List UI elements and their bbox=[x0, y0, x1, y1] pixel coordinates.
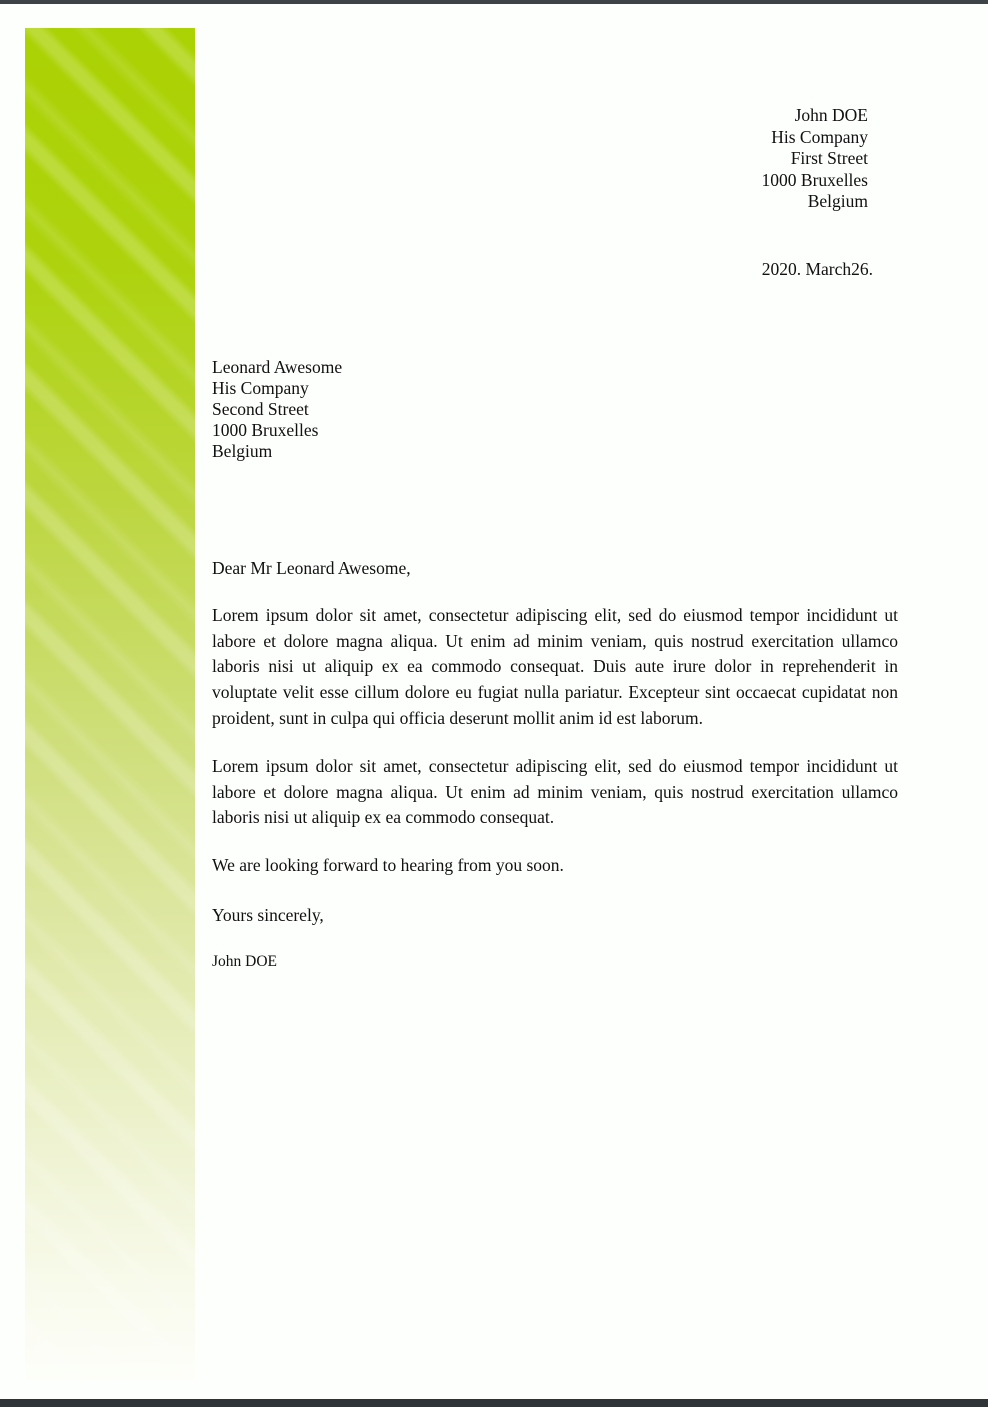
recipient-city: 1000 Bruxelles bbox=[212, 420, 319, 440]
sender-street: First Street bbox=[790, 148, 868, 168]
sender-address bbox=[212, 105, 868, 213]
sender-company: His Company bbox=[771, 126, 868, 147]
recipient-country: Belgium bbox=[212, 441, 273, 461]
green-gradient-accent-bar bbox=[25, 28, 195, 1380]
sender-name: John DOE bbox=[794, 105, 868, 125]
valediction: Yours sincerely, bbox=[212, 905, 324, 925]
salutation: Dear Mr Leonard Awesome, bbox=[212, 558, 411, 578]
body-paragraph-1: Lorem ipsum dolor sit amet, consectetur adipiscing elit, sed do eiusmod tempor incididunt ut labore et dolore magna aliqua. Ut enim ad minim veniam, quis nostrud exercitation ullamco laboris nisi ut aliquip ex ea commodo consequat. Duis aute irure dolor in reprehenderit in voluptate velit esse cillum dolore eu fugiat nulla pariatur. Excepteur sint occaecat cupidatat non proident, sunt in culpa qui officia deserunt mollit anim id est laborum. bbox=[212, 605, 898, 728]
page-bottom-border bbox=[0, 1399, 988, 1407]
page-top-border bbox=[0, 0, 988, 4]
recipient-name: Leonard Awesome bbox=[212, 357, 343, 377]
letter-date: 2020. March26. bbox=[761, 259, 873, 279]
closing-line: We are looking forward to hearing from you soon. bbox=[212, 855, 564, 875]
sender-country: Belgium bbox=[807, 191, 868, 211]
signature-name: John DOE bbox=[212, 953, 278, 970]
sender-city: 1000 Bruxelles bbox=[761, 169, 868, 190]
recipient-company: His Company bbox=[212, 378, 309, 398]
body-paragraph-2: Lorem ipsum dolor sit amet, consectetur adipiscing elit, sed do eiusmod tempor incididunt ut labore et dolore magna aliqua. Ut enim ad minim veniam, quis nostrud exercitation ullamco laboris nisi ut aliquip ex ea commodo consequat. bbox=[212, 756, 898, 828]
recipient-address bbox=[212, 357, 898, 462]
recipient-street: Second Street bbox=[212, 399, 309, 419]
